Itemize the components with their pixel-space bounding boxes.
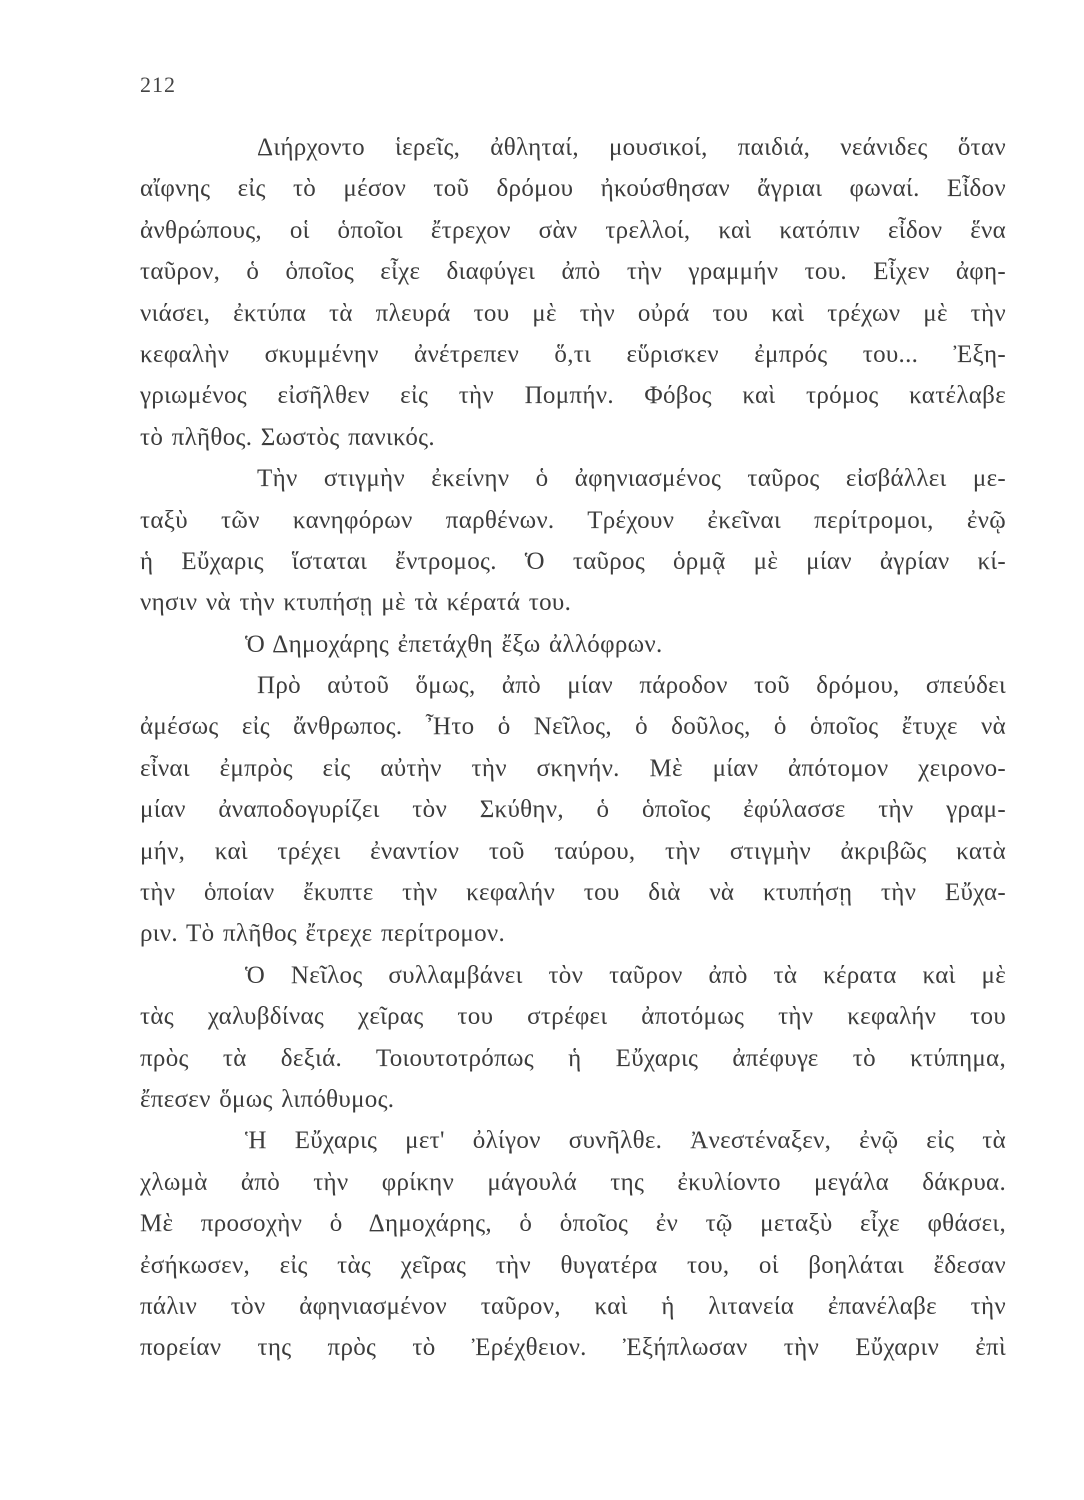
text-line: Ὁ Νεῖλος συλλαμβάνει τὸν ταῦρον ἀπὸ τὰ κέρατα καὶ μὲ [245,961,1006,989]
paragraph [140,127,1006,458]
text-line: τὰς χαλυβδίνας χεῖρας του στρέφει ἀποτόμως τὴν κεφαλήν του [140,1003,1006,1031]
text-line: νησιν νὰ τὴν κτυπήσῃ μὲ τὰ κέρατά του. [140,589,572,617]
text-line: μίαν ἀναποδογυρίζει τὸν Σκύθην, ὁ ὁποῖος ἐφύλασσε τὴν γραμ- [140,796,1006,824]
text-line: αἴφνης εἰς τὸ μέσον τοῦ δρόμου ἠκούσθησαν ἄγριαι φωναί. Εἶδον [140,175,1006,203]
text-line: κεφαλὴν σκυμμένην ἀνέτρεπεν ὅ,τι εὕρισκεν ἐμπρός του... Ἐξη- [140,340,1006,368]
text-line: ἀνθρώπους, οἱ ὁποῖοι ἔτρεχον σὰν τρελλοί, καὶ κατόπιν εἶδον ἕνα [140,216,1006,244]
paragraph [140,624,1006,665]
body-text [140,127,1006,1369]
text-line: Πρὸ αὐτοῦ ὅμως, ἀπὸ μίαν πάροδον τοῦ δρόμου, σπεύδει [257,672,1006,700]
text-line: ἔπεσεν ὅμως λιπόθυμος. [140,1085,395,1113]
text-line: ριν. Τὸ πλῆθος ἔτρεχε περίτρομον. [140,920,506,948]
text-line: χλωμὰ ἀπὸ τὴν φρίκην μάγουλά της ἐκυλίοντο μεγάλα δάκρυα. [140,1168,1006,1196]
page-number: 212 [140,72,176,97]
text-line: Ὁ Δημοχάρης ἐπετάχθη ἔξω ἀλλόφρων. [245,630,663,658]
text-line: Διήρχοντο ἱερεῖς, ἀθληταί, μουσικοί, παιδιά, νεάνιδες ὅταν [257,134,1006,161]
text-line: πρὸς τὰ δεξιά. Τοιουτοτρόπως ἡ Εὔχαρις ἀπέφυγε τὸ κτύπημα, [140,1044,1006,1072]
text-line: γριωμένος εἰσῆλθεν εἰς τὴν Πομπήν. Φόβος καὶ τρόμος κατέλαβε [140,382,1006,410]
text-line: νιάσει, ἐκτύπα τὰ πλευρά του μὲ τὴν οὐρά του καὶ τρέχων μὲ τὴν [140,299,1006,327]
paragraph [140,955,1006,1121]
text-line: ἐσήκωσεν, εἰς τὰς χεῖρας τὴν θυγατέρα του, οἱ βοηλάται ἔδεσαν [140,1251,1006,1279]
text-line: Τὴν στιγμὴν ἐκείνην ὁ ἀφηνιασμένος ταῦρος εἰσβάλλει με- [257,465,1006,493]
text-line: ἀμέσως εἰς ἄνθρωπος. Ἦτο ὁ Νεῖλος, ὁ δοῦλος, ὁ ὁποῖος ἔτυχε νὰ [140,713,1006,741]
text-line: ἡ Εὔχαρις ἵσταται ἔντρομος. Ὁ ταῦρος ὁρμᾷ μὲ μίαν ἀγρίαν κί- [140,547,1006,575]
text-line: τὸ πλῆθος. Σωστὸς πανικός. [140,423,435,451]
paragraph [140,1120,1006,1368]
text-line: μήν, καὶ τρέχει ἐναντίον τοῦ ταύρου, τὴν στιγμὴν ἀκριβῶς κατὰ [140,837,1006,865]
text-line: Μὲ προσοχὴν ὁ Δημοχάρης, ὁ ὁποῖος ἐν τῷ μεταξὺ εἶχε φθάσει, [140,1210,1006,1238]
text-line: ταξὺ τῶν κανηφόρων παρθένων. Τρέχουν ἐκεῖναι περίτρομοι, ἐνῷ [140,506,1006,534]
text-line: εἶναι ἐμπρὸς εἰς αὐτὴν τὴν σκηνήν. Μὲ μίαν ἀπότομον χειρονο- [140,754,1006,782]
text-line: πάλιν τὸν ἀφηνιασμένον ταῦρον, καὶ ἡ λιτανεία ἐπανέλαβε τὴν [140,1292,1006,1320]
paragraph [140,665,1006,955]
text-line: Ἡ Εὔχαρις μετ' ὀλίγον συνῆλθε. Ἀνεστέναξεν, ἐνῷ εἰς τὰ [245,1127,1006,1155]
text-line: ταῦρον, ὁ ὁποῖος εἶχε διαφύγει ἀπὸ τὴν γραμμήν του. Εἶχεν ἀφη- [140,258,1006,286]
text-line: τὴν ὁποίαν ἔκυπτε τὴν κεφαλήν του διὰ νὰ κτυπήσῃ τὴν Εὔχα- [140,879,1006,907]
paragraph [140,458,1006,624]
text-line: πορείαν της πρὸς τὸ Ἐρέχθειον. Ἐξήπλωσαν τὴν Εὔχαριν ἐπὶ [140,1334,1006,1362]
